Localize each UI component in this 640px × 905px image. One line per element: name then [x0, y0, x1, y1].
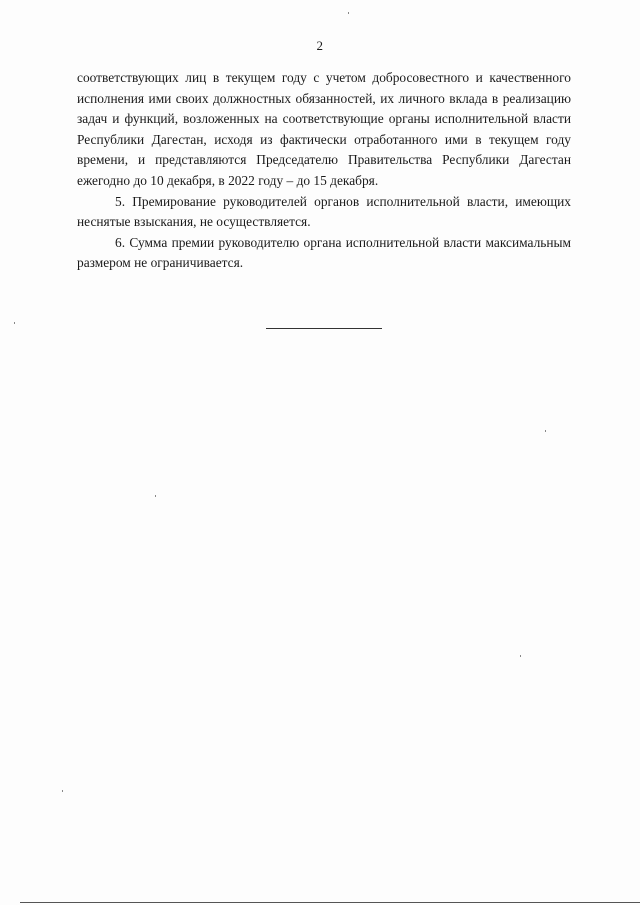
paragraph-continuation: соответствующих лиц в текущем году с учетом добросовестного и качественного исполнения ими своих должностных обязанностей, их личного вклада в реализацию задач и функций, возложенных на соответствующие органы исполнительной власти Республики Дагестан, исходя из фактически отработанного ими в текущем году времени, и представляются Председателю Правительства Республики Дагестан ежегодно до 10 декабря, в 2022 году – до 15 декабря.	[77, 70, 571, 188]
paragraph-item-6: 6. Сумма премии руководителю органа исполнительной власти максимальным размером не ограничивается.	[77, 234, 571, 271]
scan-speck	[14, 322, 15, 324]
scan-speck	[155, 495, 156, 497]
scan-speck	[62, 790, 63, 792]
page-number: 2	[316, 38, 324, 53]
scan-speck	[520, 655, 521, 657]
closing-divider	[266, 328, 382, 329]
paragraph-item-5: 5. Премирование руководителей органов исполнительной власти, имеющих неснятые взыскания, не осуществляется.	[77, 193, 571, 230]
scan-speck	[348, 12, 349, 14]
scan-bottom-edge	[20, 902, 640, 903]
document-body	[77, 68, 571, 274]
scan-speck	[545, 430, 546, 432]
